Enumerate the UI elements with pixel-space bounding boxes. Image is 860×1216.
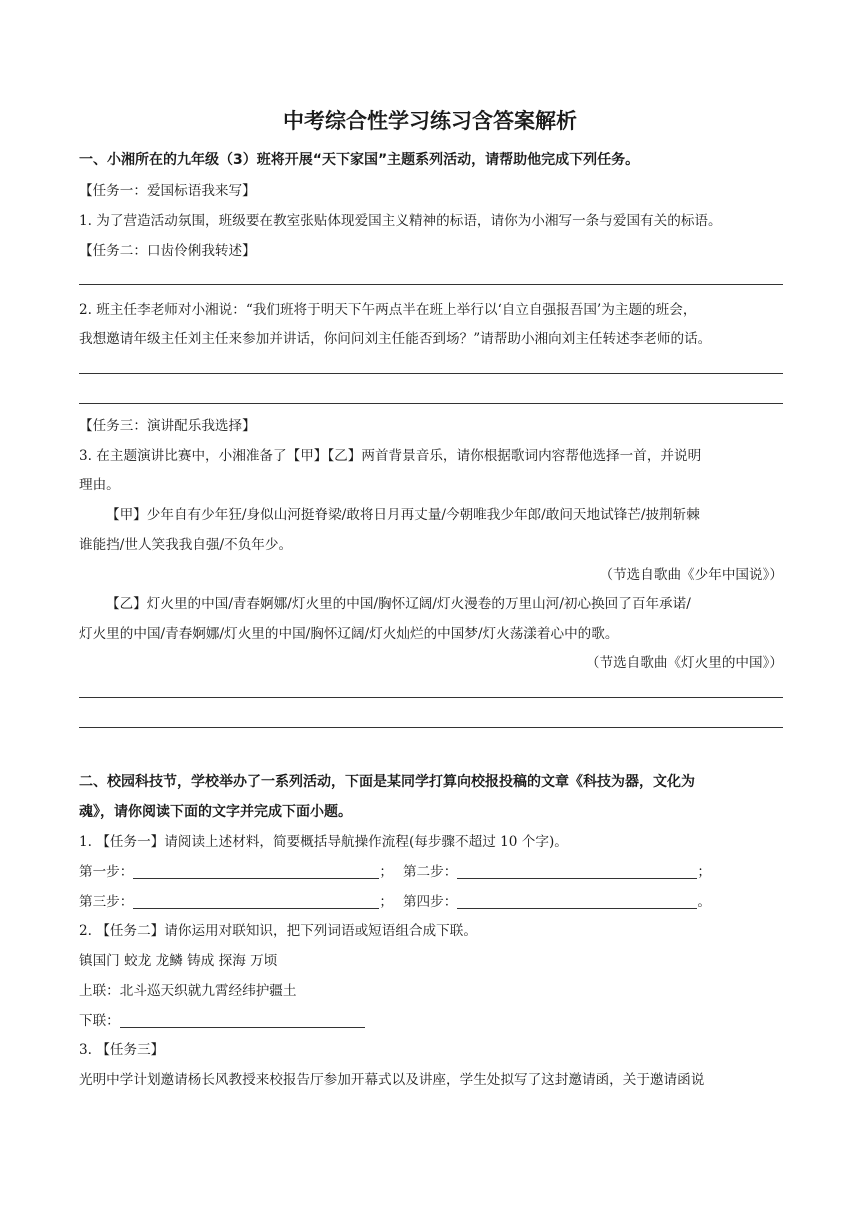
steps-row-1	[79, 862, 783, 882]
answer-line	[79, 697, 783, 698]
step-1-separator: ；	[379, 864, 393, 880]
couplet-lower-blank	[120, 1013, 365, 1028]
answer-line	[79, 373, 783, 374]
task-2-label: 【任务二：口齿伶俐我转述】	[79, 243, 256, 259]
step-2-label: 第二步：	[402, 864, 458, 880]
question-2-item-3-text: 光明中学计划邀请杨长风教授来校报告厅参加开幕式以及讲座，学生处拟写了这封邀请函，关于邀请函说	[79, 1072, 705, 1088]
question-1-item-2-line-1: 2. 班主任李老师对小湘说：“我们班将于明天下午两点半在班上举行以‘自立自强报吾国’为主题的班会，	[79, 302, 697, 318]
question-2-item-1: 1. 【任务一】请阅读上述材料，简要概括导航操作流程(每步骤不超过 10 个字)。	[79, 834, 568, 850]
answer-line	[79, 284, 783, 285]
page-title: 中考综合性学习练习含答案解析	[283, 109, 577, 133]
lyrics-jia-line-2: 谁能挡/世人笑我我自强/不负年少。	[79, 537, 293, 553]
couplet-lower-row	[79, 1011, 783, 1031]
answer-line	[79, 727, 783, 728]
couplet-lower-label: 下联：	[79, 1013, 120, 1029]
couplet-words: 镇国门 蛟龙 龙鳞 铸成 探海 万顷	[79, 953, 278, 969]
lyrics-jia-line-1: 【甲】少年自有少年狂/身似山河挺脊梁/敢将日月再丈量/今朝唯我少年郎/敢问天地试锋芒/披荆斩棘	[106, 507, 700, 523]
lyrics-yi-source: （节选自歌曲《灯火里的中国》）	[585, 655, 783, 671]
question-2-item-3: 3. 【任务三】	[79, 1042, 165, 1058]
step-3-blank	[133, 894, 379, 909]
question-1-heading: 一、小湘所在的九年级（3）班将开展“天下家国”主题系列活动，请帮助他完成下列任务。	[79, 152, 640, 168]
lyrics-jia-source: （节选自歌曲《少年中国说》）	[599, 567, 783, 583]
couplet-upper: 上联：北斗巡天织就九霄经纬护疆土	[79, 983, 297, 999]
lyrics-yi-line-2: 灯火里的中国/青春婀娜/灯火里的中国/胸怀辽阔/灯火灿烂的中国梦/灯火荡漾着心中的歌。	[79, 626, 619, 642]
task-3-label: 【任务三：演讲配乐我选择】	[79, 418, 256, 434]
lyrics-yi-line-1: 【乙】灯火里的中国/青春婀娜/灯火里的中国/胸怀辽阔/灯火漫卷的万里山河/初心换回了百年承诺/	[106, 596, 691, 612]
step-3-label: 第三步：	[79, 894, 134, 910]
question-1-item-2-line-2: 我想邀请年级主任刘主任来参加并讲话，你问问刘主任能否到场？”请帮助小湘向刘主任转述李老师的话。	[79, 331, 712, 347]
task-1-label: 【任务一：爱国标语我来写】	[79, 183, 256, 199]
step-1-label: 第一步：	[79, 864, 134, 880]
steps-row-2	[79, 892, 783, 912]
question-2-heading-line-1: 二、校园科技节，学校举办了一系列活动，下面是某同学打算向校报投稿的文章《科技为器，文化为	[79, 774, 695, 790]
step-1-blank	[133, 864, 379, 879]
question-1-item-3-line-2: 理由。	[79, 477, 120, 493]
question-2-item-2: 2. 【任务二】请你运用对联知识，把下列词语或短语组合成下联。	[79, 923, 477, 939]
step-2-separator: ；	[697, 864, 711, 880]
question-1-item-1: 1. 为了营造活动氛围，班级要在教室张贴体现爱国主义精神的标语，请你为小湘写一条与爱国有关的标语。	[79, 213, 722, 229]
step-4-blank	[457, 894, 697, 909]
step-3-separator: ；	[379, 894, 393, 910]
question-2-heading-line-2: 魂》，请你阅读下面的文字并完成下面小题。	[79, 804, 352, 820]
answer-line	[79, 403, 783, 404]
step-4-end: 。	[697, 894, 711, 910]
question-1-item-3-line-1: 3. 在主题演讲比赛中，小湘准备了【甲】【乙】两首背景音乐，请你根据歌词内容帮他选择一首，并说明	[79, 448, 702, 464]
step-2-blank	[457, 864, 697, 879]
step-4-label: 第四步：	[402, 894, 458, 910]
